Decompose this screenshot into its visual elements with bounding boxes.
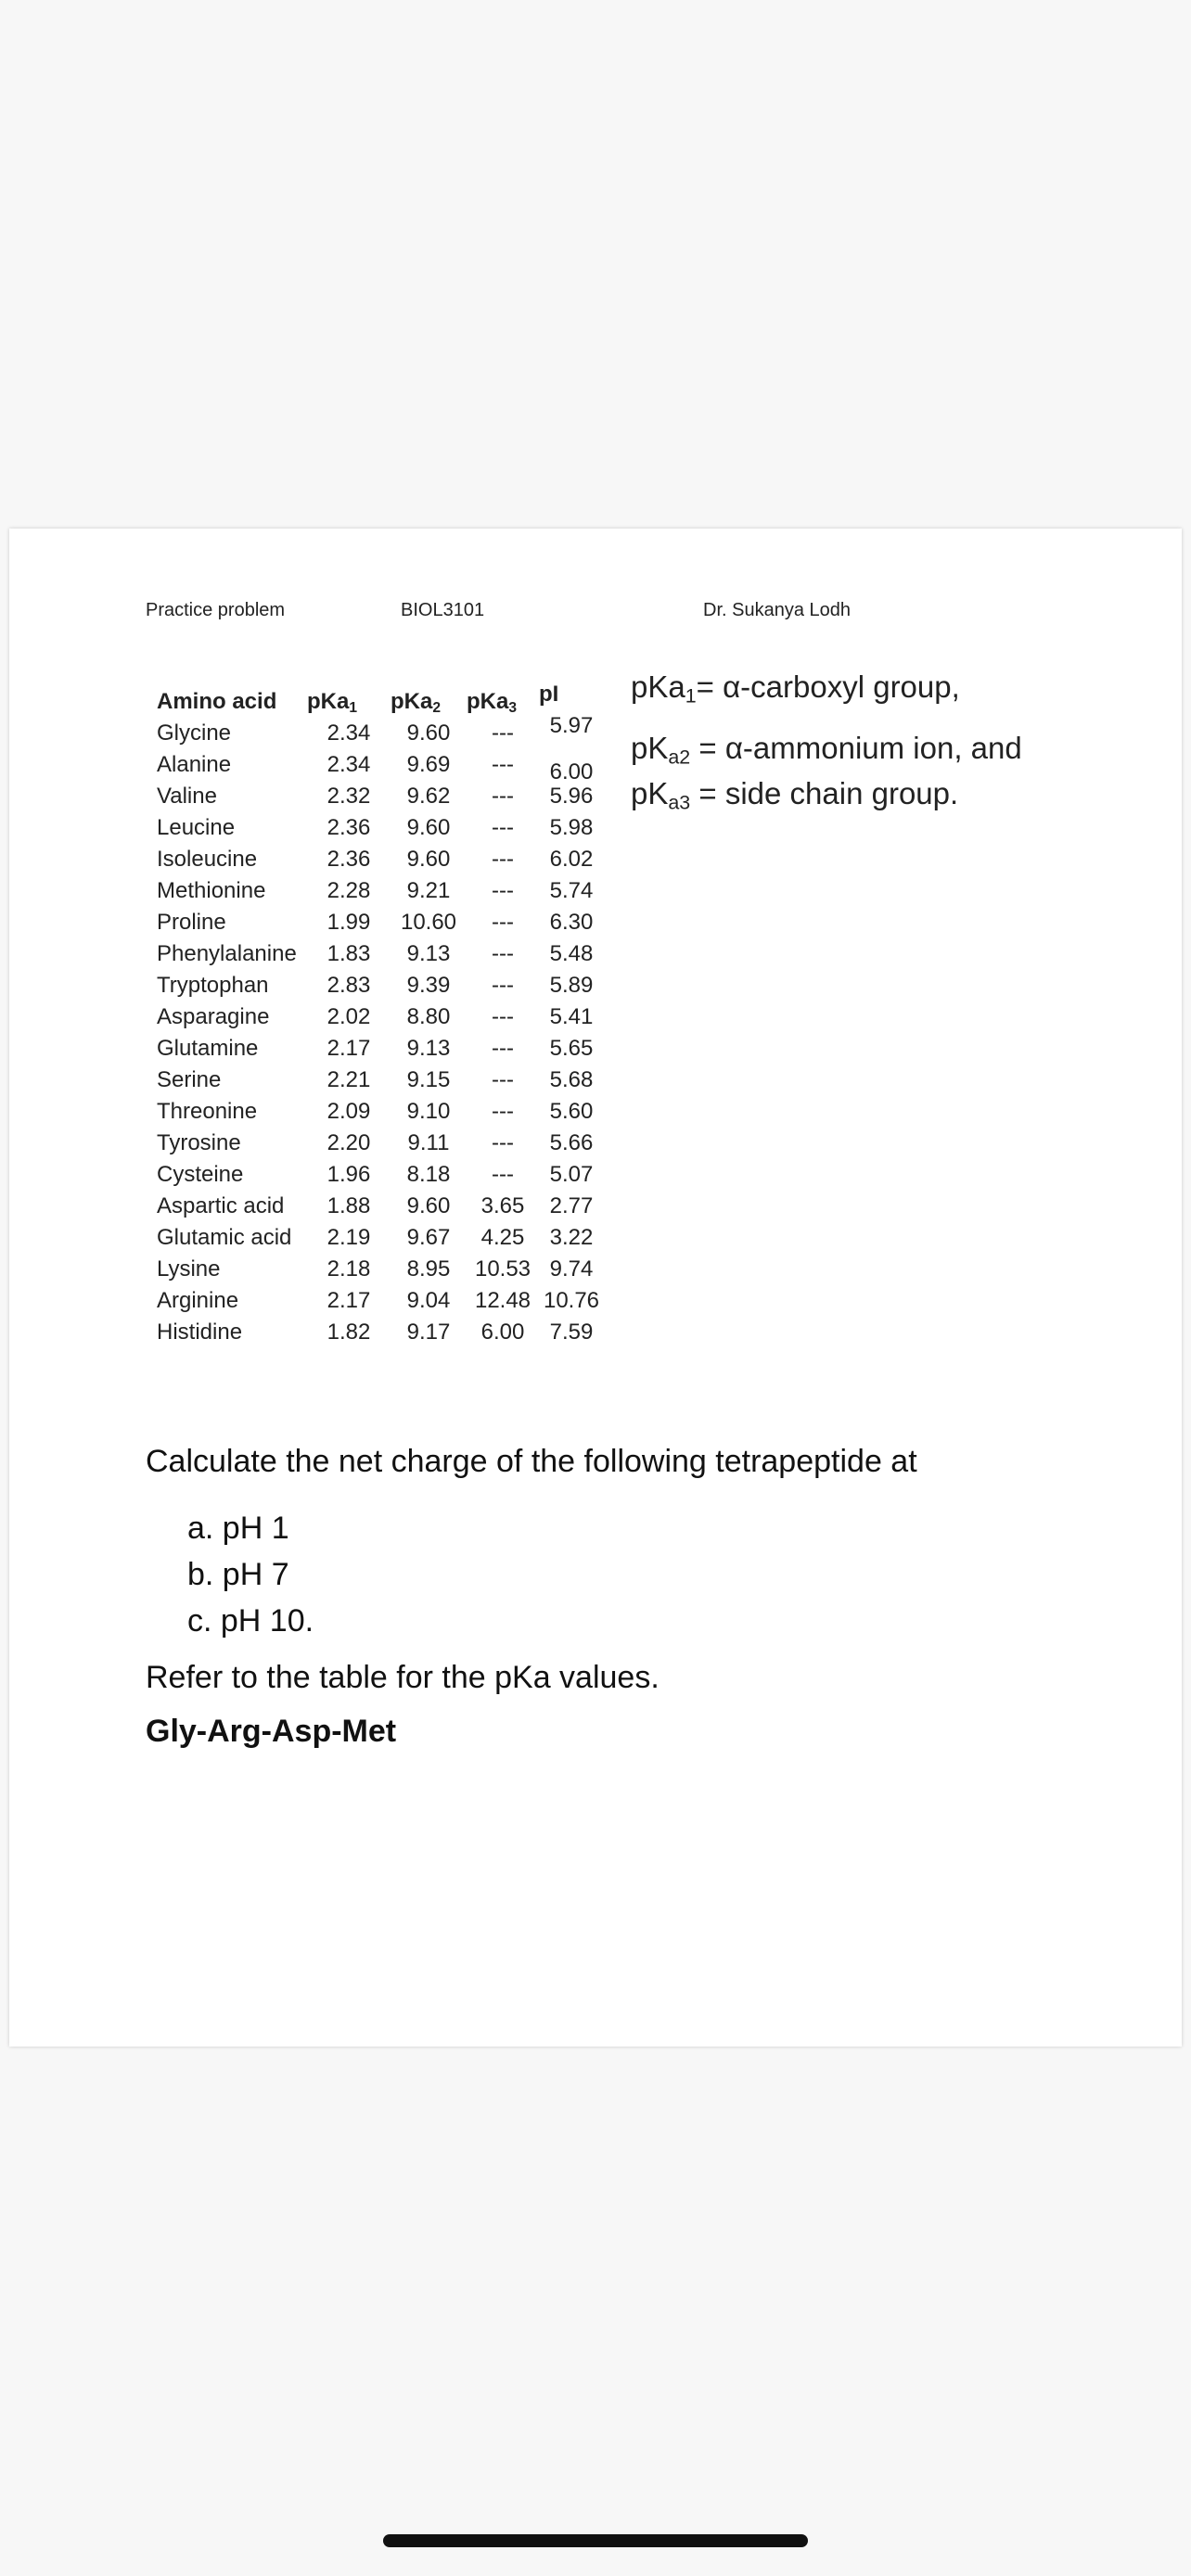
pka1-value: 2.02 [327,1004,371,1029]
table-row [153,1285,604,1317]
table-row [153,1191,604,1222]
pi-value: 5.41 [549,1004,594,1029]
table-row [153,1096,604,1128]
table-row [153,781,604,812]
pka3-value: --- [492,910,514,935]
pka1-value: 1.83 [327,941,371,966]
pka1-value: 1.96 [327,1162,371,1187]
pka2-value: 8.95 [406,1256,451,1282]
table-row [153,1159,604,1191]
option-c: c. pH 10. [187,1603,314,1639]
pka3-value: 3.65 [480,1193,525,1218]
pka1-value: 2.34 [327,752,371,777]
pka3-value: --- [492,1162,514,1187]
pka2-value: 9.11 [407,1130,450,1155]
amino-acid-name: Threonine [157,1099,258,1124]
pka3-value: --- [492,1099,514,1124]
pka2-value: 8.80 [406,1004,451,1029]
col-header-pka3-label: pKa [467,689,509,714]
amino-acid-name: Leucine [157,815,236,840]
pka-table [153,682,604,1348]
option-a: a. pH 1 [187,1511,289,1546]
pka2-value: 9.13 [406,1036,451,1061]
pka1-value: 1.99 [327,910,371,935]
pka2-value: 9.13 [406,941,451,966]
pka1-value: 2.18 [327,1256,371,1282]
pka3-value: --- [492,752,514,777]
table-row [153,1317,604,1348]
pka3-value: --- [492,973,514,998]
pka3-value: 10.53 [474,1256,531,1282]
pka3-value: --- [492,941,514,966]
amino-acid-name: Asparagine [157,1004,270,1029]
pka1-value: 1.82 [327,1320,371,1345]
pka2-value: 9.62 [406,784,451,809]
pi-value: 5.48 [549,941,594,966]
pka1-value: 2.21 [327,1067,371,1092]
pka1-value: 1.88 [327,1193,371,1218]
pka2-value: 9.04 [406,1288,451,1313]
pi-value: 5.74 [549,878,594,903]
pka2-value: 9.60 [406,815,451,840]
pka3-value: --- [492,815,514,840]
table-row [153,844,604,875]
pi-value: 7.59 [549,1320,594,1345]
col-header-pka3 [467,686,539,718]
col-header-pka3-sub: 3 [508,699,518,716]
table-row [153,718,604,749]
table-body [153,713,604,1348]
amino-acid-name: Cysteine [157,1162,244,1187]
pi-value: 10.76 [543,1288,600,1313]
table-row [153,907,604,938]
amino-acid-name: Arginine [157,1288,239,1313]
peptide-sequence: Gly-Arg-Asp-Met [146,1714,397,1749]
pka1-value: 2.17 [327,1036,371,1061]
pka1-value: 2.17 [327,1288,371,1313]
pi-value: 2.77 [549,1193,594,1218]
table-row [153,749,604,781]
pka2-value: 9.60 [406,847,451,872]
pi-value: 6.02 [549,847,594,872]
pka1-value: 2.83 [327,973,371,998]
note-pka2-sub: a2 [668,746,691,769]
note-pka3-sub: a3 [668,791,691,814]
amino-acid-name: Serine [157,1067,222,1092]
pka2-value: 9.21 [406,878,451,903]
pka1-value: 2.36 [327,847,371,872]
pka3-value: --- [492,878,514,903]
pka3-value: 6.00 [480,1320,525,1345]
col-header-pka2 [391,686,467,718]
pi-value: 5.65 [549,1036,594,1061]
pka3-value: --- [492,1036,514,1061]
pka3-value: --- [492,1067,514,1092]
option-b: b. pH 7 [187,1557,289,1592]
header-course: BIOL3101 [401,600,485,620]
amino-acid-name: Glutamine [157,1036,259,1061]
pka1-value: 2.34 [327,721,371,746]
amino-acid-name: Tyrosine [157,1130,241,1155]
col-header-pka2-label: pKa [391,689,433,714]
note-pka3 [631,776,959,814]
note-pka3-label: pK [631,776,669,810]
col-header-pka1 [307,686,391,718]
home-indicator[interactable] [383,2534,808,2547]
note-pka1-text: = α-carboxyl group, [696,670,960,704]
pka1-value: 2.36 [327,815,371,840]
note-pka3-text: = side chain group. [690,776,959,810]
pka2-value: 9.15 [406,1067,451,1092]
pi-value: 3.22 [549,1225,594,1250]
pka2-value: 9.60 [406,1193,451,1218]
amino-acid-name: Lysine [157,1256,221,1282]
pi-value: 5.68 [549,1067,594,1092]
col-header-pka1-label: pKa [307,689,350,714]
table-row [153,812,604,844]
pka3-value: --- [492,1130,514,1155]
pi-value: 5.89 [549,973,594,998]
col-header-pka1-sub: 1 [349,699,358,716]
pi-value: 6.00 [549,759,594,784]
pka2-value: 10.60 [400,910,457,935]
header-author: Dr. Sukanya Lodh [703,600,851,620]
amino-acid-name: Proline [157,910,226,935]
amino-acid-name: Glutamic acid [157,1225,292,1250]
pka1-value: 2.20 [327,1130,371,1155]
pka2-value: 9.67 [406,1225,451,1250]
pi-value: 5.60 [549,1099,594,1124]
pi-value: 5.97 [549,713,594,738]
pka1-value: 2.32 [327,784,371,809]
pka2-value: 9.10 [406,1099,451,1124]
amino-acid-name: Valine [157,784,217,809]
col-header-pka2-sub: 2 [432,699,442,716]
question-prompt: Calculate the net charge of the following tetrapeptide at [146,1444,917,1479]
table-row [153,970,604,1001]
amino-acid-name: Methionine [157,878,266,903]
amino-acid-name: Tryptophan [157,973,269,998]
table-row [153,1065,604,1096]
header-left: Practice problem [146,600,286,620]
pka3-value: 12.48 [474,1288,531,1313]
note-pka1-sub: 1 [685,684,697,708]
amino-acid-name: Histidine [157,1320,243,1345]
pi-value: 5.07 [549,1162,594,1187]
note-pka2-text: = α-ammonium ion, and [690,731,1022,765]
pka1-value: 2.19 [327,1225,371,1250]
refer-note: Refer to the table for the pKa values. [146,1660,660,1695]
document-page [9,529,1182,2047]
pka3-value: --- [492,847,514,872]
note-pka1-label: pKa [631,670,685,704]
pi-value: 6.30 [549,910,594,935]
col-header-pi-label: pI [539,682,559,707]
pka3-value: --- [492,721,514,746]
table-row [153,875,604,907]
table-row [153,938,604,970]
amino-acid-name: Alanine [157,752,232,777]
table-row [153,1254,604,1285]
pi-value: 5.66 [549,1130,594,1155]
amino-acid-name: Glycine [157,721,232,746]
table-header-row [153,686,604,718]
pka1-value: 2.28 [327,878,371,903]
pka2-value: 9.39 [406,973,451,998]
note-pka1 [631,670,960,708]
note-pka2 [631,731,1022,769]
amino-acid-name: Isoleucine [157,847,258,872]
pi-value: 9.74 [549,1256,594,1282]
pka2-value: 9.17 [406,1320,451,1345]
amino-acid-name: Phenylalanine [157,941,297,966]
pka2-value: 9.69 [406,752,451,777]
pka2-value: 9.60 [406,721,451,746]
pka1-value: 2.09 [327,1099,371,1124]
pka3-value: --- [492,1004,514,1029]
pi-value: 5.98 [549,815,594,840]
table-row [153,1033,604,1065]
pka3-value: 4.25 [480,1225,525,1250]
pka3-value: --- [492,784,514,809]
pka2-value: 8.18 [406,1162,451,1187]
question-options [187,1505,314,1644]
col-header-amino-acid [153,686,307,718]
table-row [153,1128,604,1159]
table-row [153,1001,604,1033]
table-row [153,1222,604,1254]
col-header-amino-acid-label: Amino acid [157,689,277,714]
pi-value: 5.96 [549,784,594,809]
amino-acid-name: Aspartic acid [157,1193,285,1218]
note-pka2-label: pK [631,731,669,765]
